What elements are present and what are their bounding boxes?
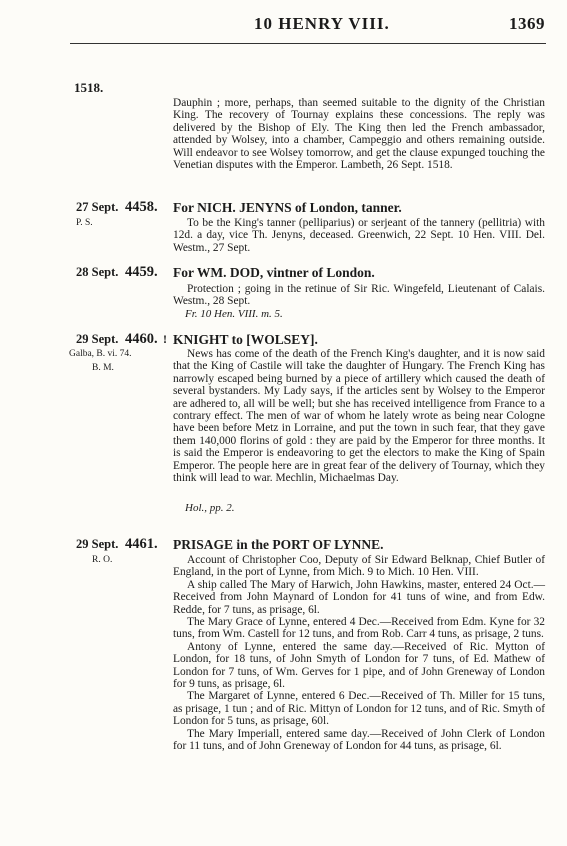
entry-source: P. S. bbox=[76, 218, 93, 228]
entry-citation: Hol., pp. 2. bbox=[185, 502, 235, 514]
entry-marginal-mark: ! bbox=[163, 332, 167, 346]
entry-paragraph: Antony of Lynne, entered the same day.—Received of Ric. Mytton of London, for 18 tuns, of John Smyth of London for 7 tuns, of Ed. Mathew of London for 7 tuns, of Wm. Gerves for 1 pipe, and of John Greneway of London for 9 tuns, as prisage, 6l. bbox=[173, 640, 545, 691]
entry-text: Protection ; going in the retinue of Sir Ric. Wingefeld, Lieutenant of Calais. Westm., 28 Sept. bbox=[173, 283, 545, 308]
entry-year: 1518. bbox=[74, 80, 104, 95]
entry-paragraph: The Mary Imperiall, entered same day.—Received of John Clerk of London for 11 tuns, and of John Greneway of London for 44 tuns, as prisage, 6l. bbox=[173, 727, 545, 753]
entry-body bbox=[173, 283, 545, 308]
entry-number: 4458. bbox=[125, 199, 158, 215]
entry-title: PRISAGE in the PORT OF LYNNE. bbox=[173, 537, 384, 552]
entry-body bbox=[173, 348, 545, 484]
entry-date: 29 Sept. bbox=[76, 332, 119, 346]
entry-title: For NICH. JENYNS of London, tanner. bbox=[173, 200, 402, 215]
entry-body bbox=[173, 554, 545, 753]
entry-number: 4459. bbox=[125, 264, 158, 280]
entry-text: News has come of the death of the French King's daughter, and it is now said that the King of Castile will take the daughter of Hungary. The French King has narrowly escaped being burned by a piece of artillery which caused the death of several bystanders. My Lady says, if the articles sent by Wolsey to the Emperor are adhered to, all will be well; but she has received intelligence from France to a contrary effect. The men of war of whom he lately wrote as being near Cologne have been before Metz in Lorraine, and put the town in such fear, that they gave them 140,000 florins of gold : they are paid by the Emperor for three months. It is said the Emperor is endeavoring to get the electors to make the King of Spain Emperor. The people here are in great fear of the delivery of Tournay, which they think will lead to war. Mechlin, Michaelmas Day. bbox=[173, 348, 545, 485]
entry-body bbox=[173, 217, 545, 254]
entry-body bbox=[173, 97, 545, 171]
page-number: 1369 bbox=[509, 14, 545, 33]
entry-paragraph: Account of Christopher Coo, Deputy of Sir Edward Belknap, Chief Butler of England, in the port of Lynne, from Mich. 9 to Mich. 10 Hen. VIII. bbox=[173, 554, 545, 579]
entry-title: For WM. DOD, vintner of London. bbox=[173, 265, 375, 280]
entry-text: To be the King's tanner (pelliparius) or serjeant of the tannery (pellitria) with 12d. a day, vice Th. Jenyns, deceased. Greenwich, 22 Sept. 10 Hen. VIII. Del. Westm., 27 Sept. bbox=[173, 217, 545, 254]
entry-date: 27 Sept. bbox=[76, 200, 119, 214]
header-rule bbox=[70, 43, 546, 44]
entry-paragraph: The Margaret of Lynne, entered 6 Dec.—Received of Th. Miller for 15 tuns, as prisage, 1 tun ; and of Ric. Mittyn of London for 12 tuns, and of Ric. Smyth of London for 5 tuns, as prisage, 60l. bbox=[173, 690, 545, 728]
entry-title: KNIGHT to [WOLSEY]. bbox=[173, 332, 318, 347]
entry-source: B. M. bbox=[92, 363, 114, 373]
page-header bbox=[240, 14, 545, 34]
entry-source: Galba, B. vi. 74. bbox=[69, 349, 132, 359]
entry-text: Dauphin ; more, perhaps, than seemed suitable to the dignity of the Christian King. The recovery of Tournay explains these concessions. The reply was delivered by the Bishop of Ely. The King then led the French ambassador, attended by Wolsey, into a chamber, Campeggio and others remaining outside. Will endeavor to see Wolsey tomorrow, and get the clause expunged touching the Venetian disputes with the Emperor. Lambeth, 26 Sept. 1518. bbox=[173, 97, 545, 172]
entry-number: 4460. bbox=[125, 331, 158, 347]
running-title: 10 HENRY VIII. bbox=[254, 14, 390, 33]
entry-source: R. O. bbox=[92, 555, 113, 565]
entry-paragraph: The Mary Grace of Lynne, entered 4 Dec.—Received from Edm. Kyne for 32 tuns, from Wm. Castell for 12 tuns, and from Rob. Carr 4 tuns, as prisage, 2 tuns. bbox=[173, 616, 545, 641]
entry-number: 4461. bbox=[125, 536, 158, 552]
entry-date: 29 Sept. bbox=[76, 537, 119, 551]
entry-citation: Fr. 10 Hen. VIII. m. 5. bbox=[185, 308, 283, 320]
entry-paragraph: A ship called The Mary of Harwich, John Hawkins, master, entered 24 Oct.—Received from John Maynard of London for 41 tuns of wine, and from Edw. Redde, for 7 tuns, as prisage, 6l. bbox=[173, 578, 545, 616]
entry-date: 28 Sept. bbox=[76, 265, 119, 279]
